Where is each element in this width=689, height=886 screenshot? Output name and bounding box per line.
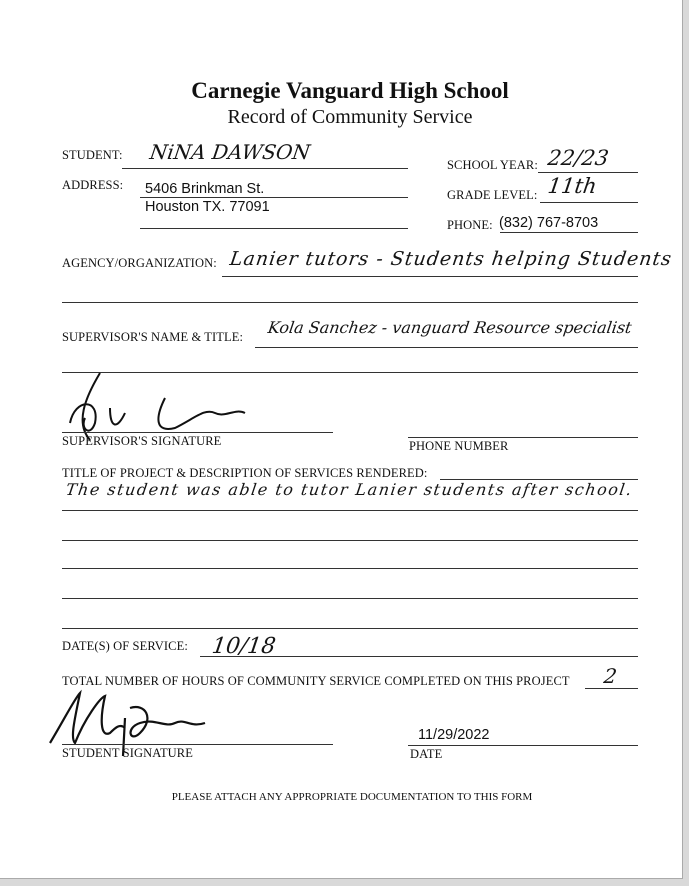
phone-number-line [408,437,638,438]
phone-number-label: PHONE NUMBER [409,439,509,453]
address-line2: Houston TX. 77091 [145,199,270,215]
description-label: TITLE OF PROJECT & DESCRIPTION OF SERVICES RENDERED: [62,466,428,480]
student-name: NiNA DAWSON [148,140,312,164]
phone-line [500,232,638,233]
phone-number: 767-8703 [536,215,599,231]
description-line-1 [62,510,638,511]
student-label: STUDENT: [62,148,123,162]
date-value: 11/29/2022 [418,727,490,743]
phone-area: 832 [503,215,529,231]
address-line-2 [140,228,408,229]
phone-label: PHONE: [447,218,493,232]
supervisor-signature-line [62,432,333,433]
date-label: DATE [410,747,443,761]
total-hours-label: TOTAL NUMBER OF HOURS OF COMMUNITY SERVICE COMPLETED ON THIS PROJECT [62,674,570,688]
agency-line-2 [62,302,638,303]
description-line-4 [62,598,638,599]
supervisor-signature-label: SUPERVISOR'S SIGNATURE [62,434,222,448]
student-signature-label: STUDENT SIGNATURE [62,746,193,760]
agency-value: Lanier tutors - Students helping Students [228,248,674,270]
description-line-3 [62,568,638,569]
description-line-5 [62,628,638,629]
grade-level-label: GRADE LEVEL: [447,188,538,202]
form-subtitle: Record of Community Service [227,106,473,128]
dates-label: DATE(S) OF SERVICE: [62,639,188,653]
grade-level-value: 11th [546,174,599,198]
student-line [122,168,408,169]
supervisor-line [255,347,638,348]
supervisor-name-value: Kola Sanchez - vanguard Resource specialist [266,318,633,337]
school-title: Carnegie Vanguard High School [191,78,509,103]
grade-line [540,202,638,203]
total-hours-value: 2 [602,664,619,688]
total-hours-line [585,688,638,689]
dates-value: 10/18 [210,634,278,659]
school-year-line [538,172,638,173]
description-line-2 [62,540,638,541]
address-line1: 5406 Brinkman St. [145,181,265,197]
date-line [408,745,638,746]
school-year-value: 22/23 [546,146,611,170]
supervisor-name-label: SUPERVISOR'S NAME & TITLE: [62,330,244,344]
description-value: The student was able to tutor Lanier students after school. [64,480,635,499]
school-year-label: SCHOOL YEAR: [447,158,538,172]
agency-label: AGENCY/ORGANIZATION: [62,256,217,270]
address-label: ADDRESS: [62,178,124,192]
address-line-1 [140,197,408,198]
footer-note: PLEASE ATTACH ANY APPROPRIATE DOCUMENTATION TO THIS FORM [171,791,533,803]
phone-value: (832) 767-8703 [499,215,599,231]
student-signature-line [62,744,333,745]
agency-line [222,276,638,277]
